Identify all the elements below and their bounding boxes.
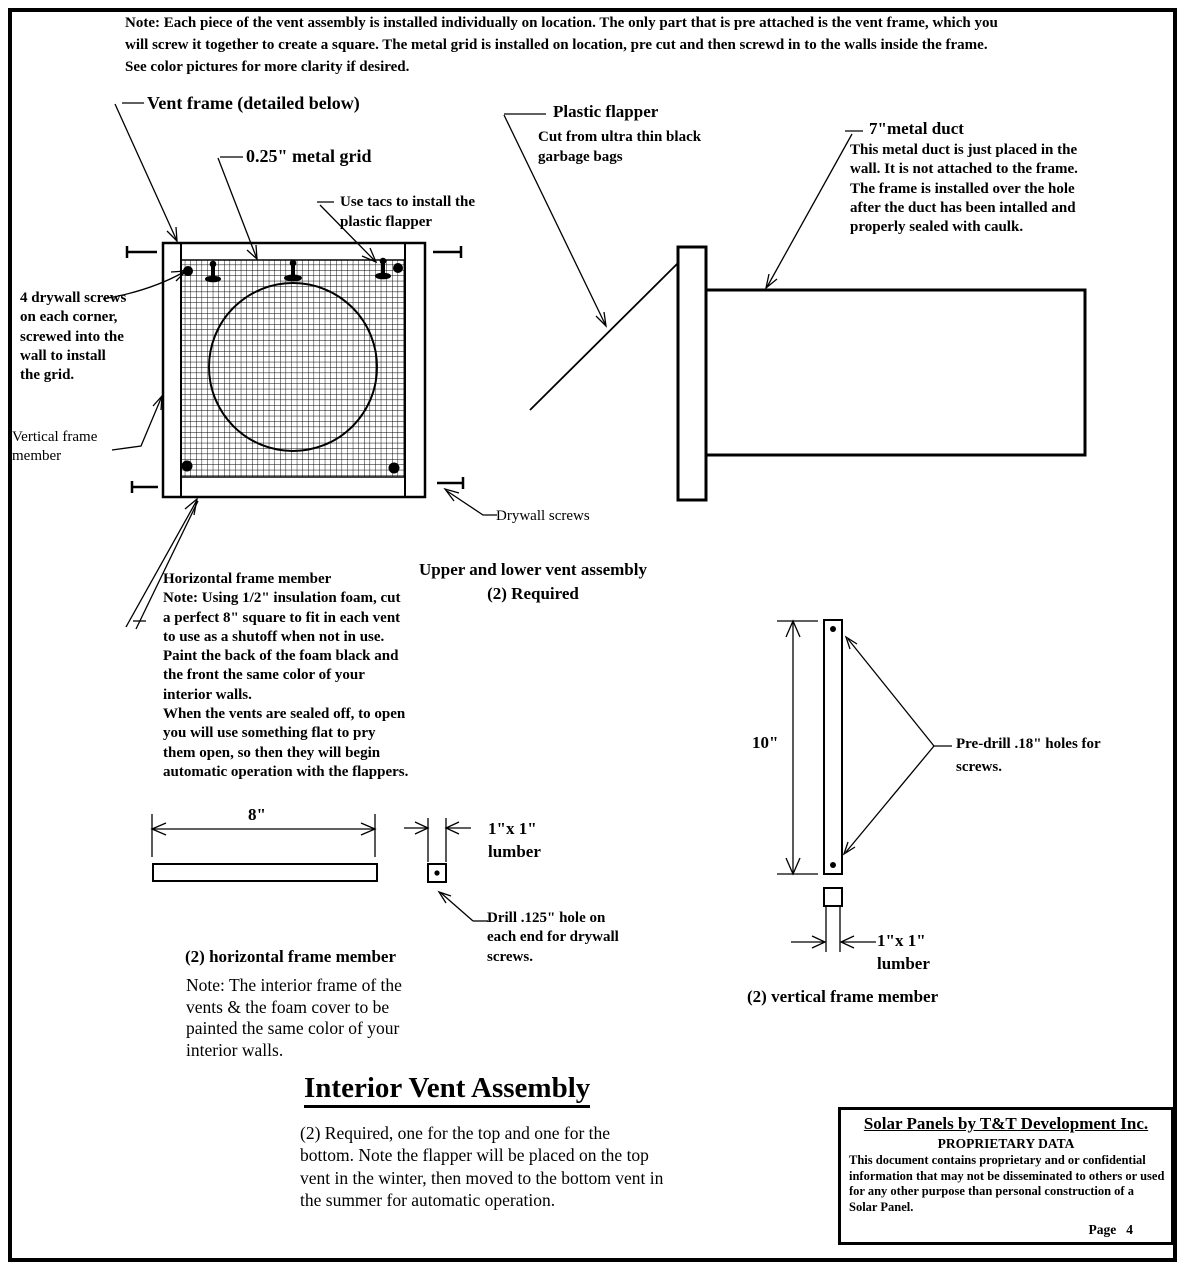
duct-body-text: This metal duct is just placed in the wall. It is not attached to the frame. The frame is installed over the hole after the duct has been intalled and properly sealed with caulk. bbox=[850, 142, 1078, 236]
horizontal-member-note2: When the vents are sealed off, to open you will use something flat to pry them open, so then they will begin automatic operation with the flappers. bbox=[163, 706, 409, 780]
flapper-line bbox=[530, 263, 678, 410]
h-member-title: (2) horizontal frame member bbox=[185, 947, 397, 966]
proprietary-box bbox=[838, 1107, 1174, 1245]
flapper-sub-label: Cut from ultra thin black garbage bags bbox=[538, 129, 702, 165]
plastic-flapper-label: Plastic flapper bbox=[553, 102, 659, 121]
screw-dot bbox=[182, 461, 192, 471]
horizontal-member-note1: Note: Using 1/2" insulation foam, cut a perfect 8" square to fit in each vent to use as a shutoff when not in use. Paint the back of the foam black and the front the same color of your interior walls. bbox=[163, 590, 401, 703]
horizontal-member-header: Horizontal frame member bbox=[163, 571, 332, 587]
vertical-member-label: Vertical frame member bbox=[12, 429, 98, 465]
predrill-note: Pre-drill .18" holes for screws. bbox=[956, 736, 1101, 775]
page-number-label: Page bbox=[1088, 1222, 1117, 1237]
lumber-label-vertical: 1"x 1" lumber bbox=[877, 931, 930, 973]
vent-frame-label: Vent frame (detailed below) bbox=[147, 93, 360, 113]
drywall-screws-label: Drywall screws bbox=[496, 508, 590, 524]
horizontal-member-note bbox=[163, 570, 411, 782]
duct-drawing bbox=[530, 247, 1085, 500]
proprietary-heading: PROPRIETARY DATA bbox=[937, 1136, 1075, 1151]
drill-note: Drill .125" hole on each end for drywall screws. bbox=[487, 910, 619, 965]
v-member-title: (2) vertical frame member bbox=[747, 987, 939, 1006]
h-member-note: Note: The interior frame of the vents & the foam cover to be painted the same color of your interior walls. bbox=[186, 975, 402, 1060]
vertical-member-drawing bbox=[777, 620, 952, 952]
metal-grid bbox=[181, 260, 405, 477]
proprietary-body: This document contains proprietary and or confidential information that may not be disseminated to others or used for any other purpose than personal construction of a Solar Panel. bbox=[849, 1153, 1165, 1214]
screw-dot bbox=[389, 463, 399, 473]
vent-frame-drawing bbox=[127, 243, 463, 497]
use-tacs-label: Use tacs to install the plastic flapper bbox=[340, 194, 475, 230]
lumber-label-horizontal: 1"x 1" lumber bbox=[488, 819, 541, 861]
page-number-value: 4 bbox=[1126, 1222, 1133, 1237]
dim-10-label: 10" bbox=[752, 733, 779, 752]
main-title-wrap bbox=[304, 1072, 590, 1105]
assembly-qty: (2) Required bbox=[487, 584, 579, 603]
title-paragraph: (2) Required, one for the top and one for the bottom. Note the flapper will be placed on the top vent in the winter, then moved to the bottom vent in the summer for automatic operation. bbox=[300, 1123, 664, 1210]
page-number bbox=[1089, 1222, 1134, 1238]
duct-title-label: 7"metal duct bbox=[869, 119, 964, 138]
metal-grid-label: 0.25" metal grid bbox=[246, 146, 372, 166]
page-title: Interior Vent Assembly bbox=[304, 1072, 590, 1108]
company-name: Solar Panels by T&T Development Inc. bbox=[863, 1114, 1149, 1133]
assembly-title: Upper and lower vent assembly bbox=[419, 560, 647, 579]
dim-8-label: 8" bbox=[248, 805, 266, 824]
horizontal-member-drawing bbox=[152, 814, 488, 921]
top-note: Note: Each piece of the vent assembly is installed individually on location. The only part that is pre attached is the vent frame, which you will screw it together to create a square. The metal grid is installed on location, pre cut and then screwd in to the walls inside the frame. See color pictures for more clarity if desired. bbox=[125, 15, 998, 75]
screw-dot bbox=[394, 264, 403, 273]
corner-screws-note: 4 drywall screws on each corner, screwed into the wall to install the grid. bbox=[20, 290, 127, 384]
assembly-caption bbox=[402, 558, 664, 606]
